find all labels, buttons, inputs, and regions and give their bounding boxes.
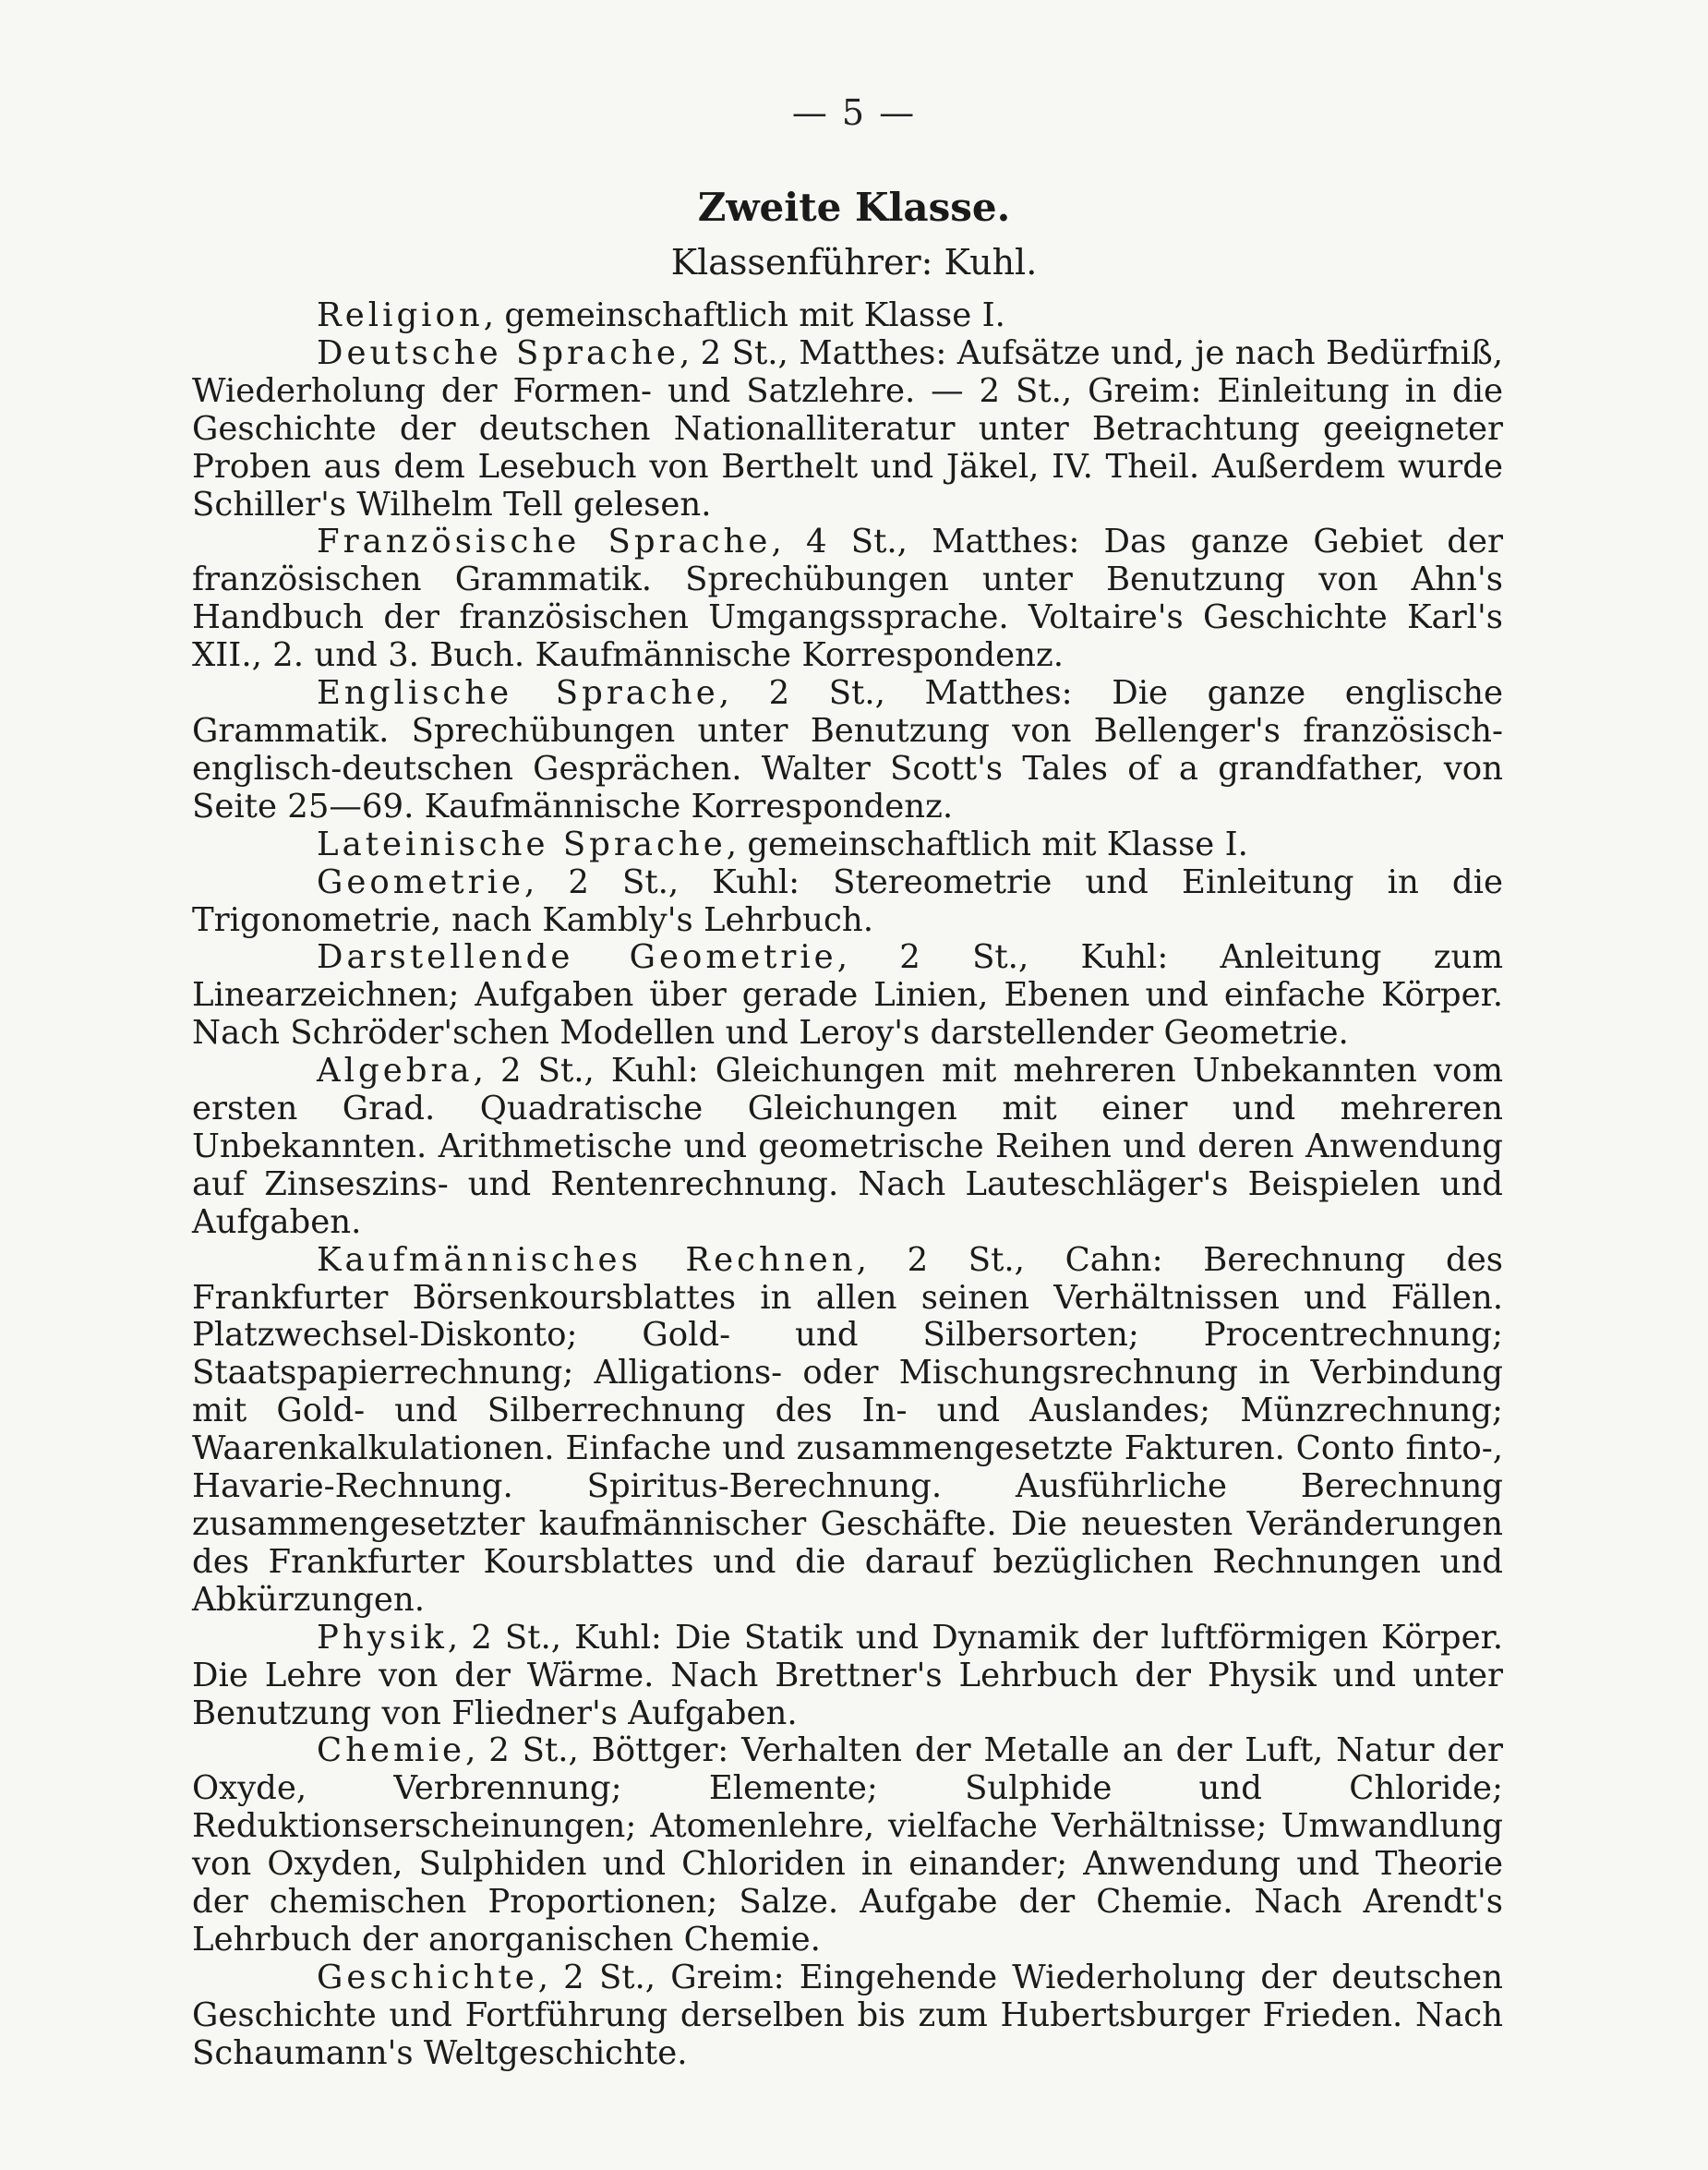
paragraph-geschichte — [192, 1959, 1503, 2073]
page-number: — 5 — — [791, 92, 917, 133]
body-text — [192, 297, 1503, 2073]
paragraph-text: , 2 St., Kuhl: Anleitung zum Linearzeichnen; Aufgaben über gerade Linien, Ebenen und einfache Körper. Nach Schröder'schen Modellen und Leroy's darstellender Geometrie. — [192, 938, 1503, 1053]
paragraph-lateinische-sprache — [192, 826, 1503, 864]
paragraph-text: , 4 St., Matthes: Das ganze Gebiet der französischen Grammatik. Sprechübungen unter Benutzung von Ahn's Handbuch der französischen Umgangssprache. Voltaire's Geschichte Karl's XII., 2. und 3. Buch. Kaufmännische Korrespondenz. — [192, 523, 1503, 675]
paragraph-text: , gemeinschaftlich mit Klasse I. — [726, 825, 1248, 863]
subject-heading: Deutsche Sprache — [317, 333, 680, 372]
paragraph-geometrie — [192, 864, 1503, 940]
subject-heading: Geometrie — [317, 862, 525, 901]
paragraph-religion — [192, 297, 1503, 335]
paragraph-text: , 2 St., Kuhl: Stereometrie und Einleitung in die Trigonometrie, nach Kambly's Lehrbuch. — [192, 862, 1503, 939]
subject-heading: Darstellende Geometrie — [317, 938, 837, 977]
paragraph-franzoesische-sprache — [192, 524, 1503, 675]
paragraph-kaufmaennisches-rechnen — [192, 1242, 1503, 1620]
class-teacher-line: Klassenführer: Kuhl. — [670, 242, 1038, 283]
paragraph-physik — [192, 1620, 1503, 1733]
subject-heading: Geschichte — [317, 1958, 538, 1996]
paragraph-darstellende-geometrie — [192, 939, 1503, 1053]
paragraph-deutsche-sprache — [192, 335, 1503, 524]
paragraph-text: , 2 St., Kuhl: Die Statik und Dynamik der luftförmigen Körper. Die Lehre von der Wärme. Nach Brettner's Lehrbuch der Physik und unter Benutzung von Fliedner's Aufgaben. — [192, 1618, 1503, 1732]
paragraph-text: , 2 St., Cahn: Berechnung des Frankfurter Börsenkoursblattes in allen seinen Verhältnissen und Fällen. Platzwechsel-Diskonto; Gold- und Silbersorten; Procentrechnung; Staatspapierrechnung; Alligations- oder Mischungsrechnung in Verbindung mit Gold- und Silberrechnung des In- und Auslandes; Münzrechnung; Waarenkalkulationen. Einfache und zusammengesetzte Fakturen. Conto finto-, Havarie-Rechnung. Spiritus-Berechnung. Ausführliche Berechnung zusammengesetzter kaufmännischer Geschäfte. Die neuesten Veränderungen des Frankfurter Koursblattes und die darauf bezüglichen Rechnungen und Abkürzungen. — [192, 1240, 1503, 1619]
paragraph-text: , 2 St., Matthes: Die ganze englische Grammatik. Sprechübungen unter Benutzung von Bellenger's französisch-englisch-deutschen Gesprächen. Walter Scott's Tales of a grandfather, von Seite 25—69. Kaufmännische Korrespondenz. — [192, 674, 1503, 826]
paragraph-text: , 2 St., Matthes: Aufsätze und, je nach Bedürfniß, Wiederholung der Formen- und Satzlehre. — 2 St., Greim: Einleitung in die Geschichte der deutschen Nationalliteratur unter Betrachtung geeigneter Proben aus dem Lesebuch von Berthelt und Jäkel, IV. Theil. Außerdem wurde Schiller's Wilhelm Tell gelesen. — [192, 333, 1503, 524]
subject-heading: Physik — [317, 1618, 448, 1657]
subject-heading: Englische Sprache — [317, 674, 719, 713]
subject-heading: Algebra — [317, 1052, 474, 1091]
subject-heading: Französische Sprache — [317, 523, 772, 561]
subject-heading: Lateinische Sprache — [317, 825, 727, 863]
paragraph-chemie — [192, 1732, 1503, 1959]
paragraph-text: , 2 St., Kuhl: Gleichungen mit mehreren Unbekannten vom ersten Grad. Quadratische Gleichungen mit einer und mehreren Unbekannten. Arithmetische und geometrische Reihen und deren Anwendung auf Zinseszins- und Rentenrechnung. Nach Lauteschläger's Beispielen und Aufgaben. — [192, 1052, 1503, 1241]
subject-heading: Chemie — [317, 1731, 466, 1770]
paragraph-text: , 2 St., Greim: Eingehende Wiederholung der deutschen Geschichte und Fortführung derselben bis zum Hubertsburger Frieden. Nach Schaumann's Weltgeschichte. — [192, 1958, 1503, 2072]
paragraph-text: , gemeinschaftlich mit Klasse I. — [483, 296, 1005, 334]
paragraph-text: , 2 St., Böttger: Verhalten der Metalle an der Luft, Natur der Oxyde, Verbrennung; Elemente; Sulphide und Chloride; Reduktionserscheinungen; Atomenlehre, vielfache Verhältnisse; Umwandlung von Oxyden, Sulphiden und Chloriden in einander; Anwendung und Theorie der chemischen Proportionen; Salze. Aufgabe der Chemie. Nach Arendt's Lehrbuch der anorganischen Chemie. — [192, 1731, 1503, 1959]
subject-heading: Religion — [317, 296, 484, 334]
paragraph-algebra — [192, 1053, 1503, 1242]
paragraph-englische-sprache — [192, 675, 1503, 826]
subject-heading: Kaufmännisches Rechnen — [317, 1240, 857, 1279]
section-title: Zweite Klasse. — [697, 185, 1011, 230]
